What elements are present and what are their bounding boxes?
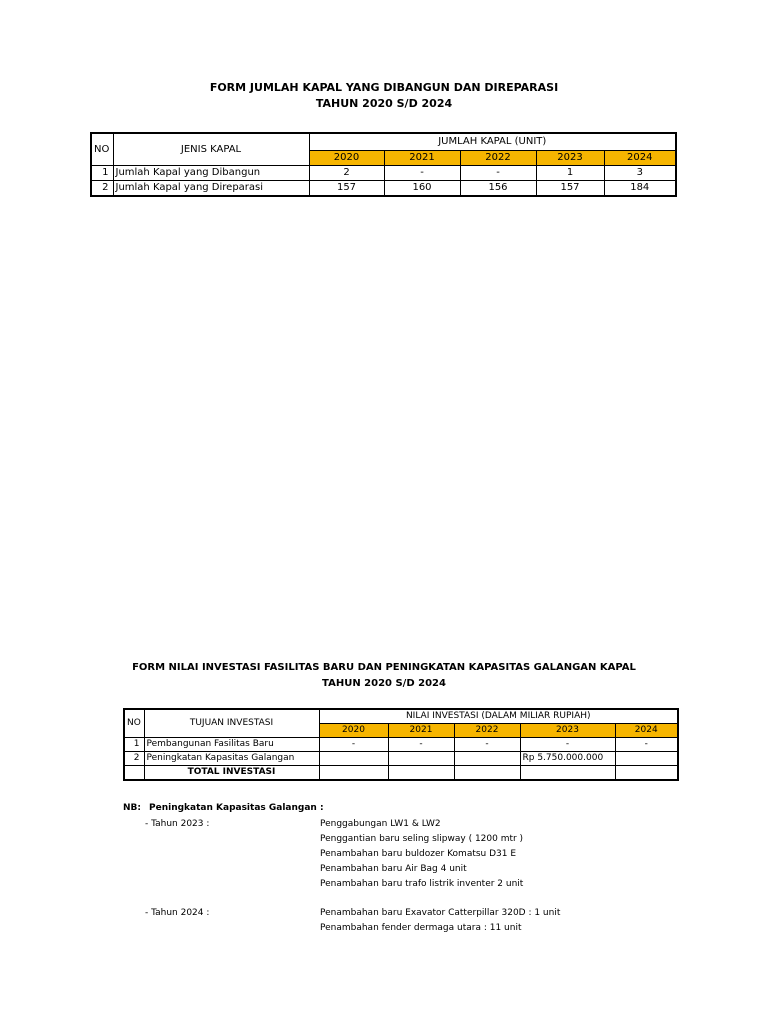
table-row <box>124 752 678 766</box>
form2-header-group: NILAI INVESTASI (DALAM MILIAR RUPIAH) <box>319 709 678 724</box>
form1-header-jenis: JENIS KAPAL <box>113 133 309 166</box>
table-row <box>91 166 676 181</box>
notes-2024-item: Penambahan baru Exavator Catterpillar 320D : 1 unit <box>320 908 561 918</box>
form1-year: 2021 <box>384 151 460 166</box>
row-value: 157 <box>536 181 604 197</box>
row-value: - <box>454 738 520 752</box>
notes-nb: NB: <box>123 803 141 813</box>
row-no: 1 <box>91 166 113 181</box>
form2-year: 2022 <box>454 724 520 738</box>
form2-title-line2: TAHUN 2020 S/D 2024 <box>322 678 446 689</box>
table-row <box>91 181 676 197</box>
row-value: 184 <box>604 181 676 197</box>
row-value: - <box>460 166 536 181</box>
row-value: 1 <box>536 166 604 181</box>
row-value: - <box>520 738 615 752</box>
form1-header-group: JUMLAH KAPAL (UNIT) <box>309 133 676 151</box>
row-value: - <box>319 738 388 752</box>
total-cell <box>319 766 388 781</box>
row-label: Jumlah Kapal yang Direparasi <box>113 181 309 197</box>
form1-year: 2024 <box>604 151 676 166</box>
row-no: 1 <box>124 738 144 752</box>
row-value: 156 <box>460 181 536 197</box>
form2-year: 2021 <box>388 724 454 738</box>
form2-table <box>123 708 679 781</box>
form2-header-no: NO <box>124 709 144 738</box>
total-cell <box>388 766 454 781</box>
total-row <box>124 766 678 781</box>
total-cell <box>615 766 678 781</box>
table-row <box>124 738 678 752</box>
notes-heading: Peningkatan Kapasitas Galangan : <box>149 803 324 813</box>
notes-2024-label: - Tahun 2024 : <box>145 908 210 918</box>
form2-title-line1: FORM NILAI INVESTASI FASILITAS BARU DAN PENINGKATAN KAPASITAS GALANGAN KAPAL <box>132 662 636 673</box>
row-label: Jumlah Kapal yang Dibangun <box>113 166 309 181</box>
row-value: Rp 5.750.000.000 <box>520 752 615 766</box>
form2-year: 2024 <box>615 724 678 738</box>
form2-year: 2020 <box>319 724 388 738</box>
row-no: 2 <box>91 181 113 197</box>
form2-header-tujuan: TUJUAN INVESTASI <box>144 709 319 738</box>
notes-2023-item: Penambahan baru Air Bag 4 unit <box>320 864 467 874</box>
notes-2023-item: Penambahan baru trafo listrik inventer 2 unit <box>320 879 524 889</box>
row-value: 3 <box>604 166 676 181</box>
row-value: - <box>388 738 454 752</box>
row-value: 2 <box>309 166 384 181</box>
notes-2023-item: Penggantian baru seling slipway ( 1200 mtr ) <box>320 834 524 844</box>
form2-year: 2023 <box>520 724 615 738</box>
notes-2023-label: - Tahun 2023 : <box>145 819 210 829</box>
row-value <box>615 752 678 766</box>
form1-table <box>90 132 677 197</box>
notes-2023-item: Penggabungan LW1 & LW2 <box>320 819 441 829</box>
notes-2024-item: Penambahan fender dermaga utara : 11 unit <box>320 923 522 933</box>
total-no-cell <box>124 766 144 781</box>
row-label: Peningkatan Kapasitas Galangan <box>144 752 319 766</box>
form1-year: 2022 <box>460 151 536 166</box>
row-value <box>454 752 520 766</box>
form1-title-line2: TAHUN 2020 S/D 2024 <box>315 97 453 110</box>
form1-year: 2020 <box>309 151 384 166</box>
row-value: 160 <box>384 181 460 197</box>
notes-2023-item: Penambahan baru buldozer Komatsu D31 E <box>320 849 517 859</box>
row-value: 157 <box>309 181 384 197</box>
total-label: TOTAL INVESTASI <box>144 766 319 781</box>
form1-header-no: NO <box>91 133 113 166</box>
row-value <box>319 752 388 766</box>
total-cell <box>520 766 615 781</box>
form1-title-line1: FORM JUMLAH KAPAL YANG DIBANGUN DAN DIREPARASI <box>209 81 559 94</box>
row-value: - <box>384 166 460 181</box>
form1-year: 2023 <box>536 151 604 166</box>
row-no: 2 <box>124 752 144 766</box>
row-value: - <box>615 738 678 752</box>
row-label: Pembangunan Fasilitas Baru <box>144 738 319 752</box>
total-cell <box>454 766 520 781</box>
row-value <box>388 752 454 766</box>
